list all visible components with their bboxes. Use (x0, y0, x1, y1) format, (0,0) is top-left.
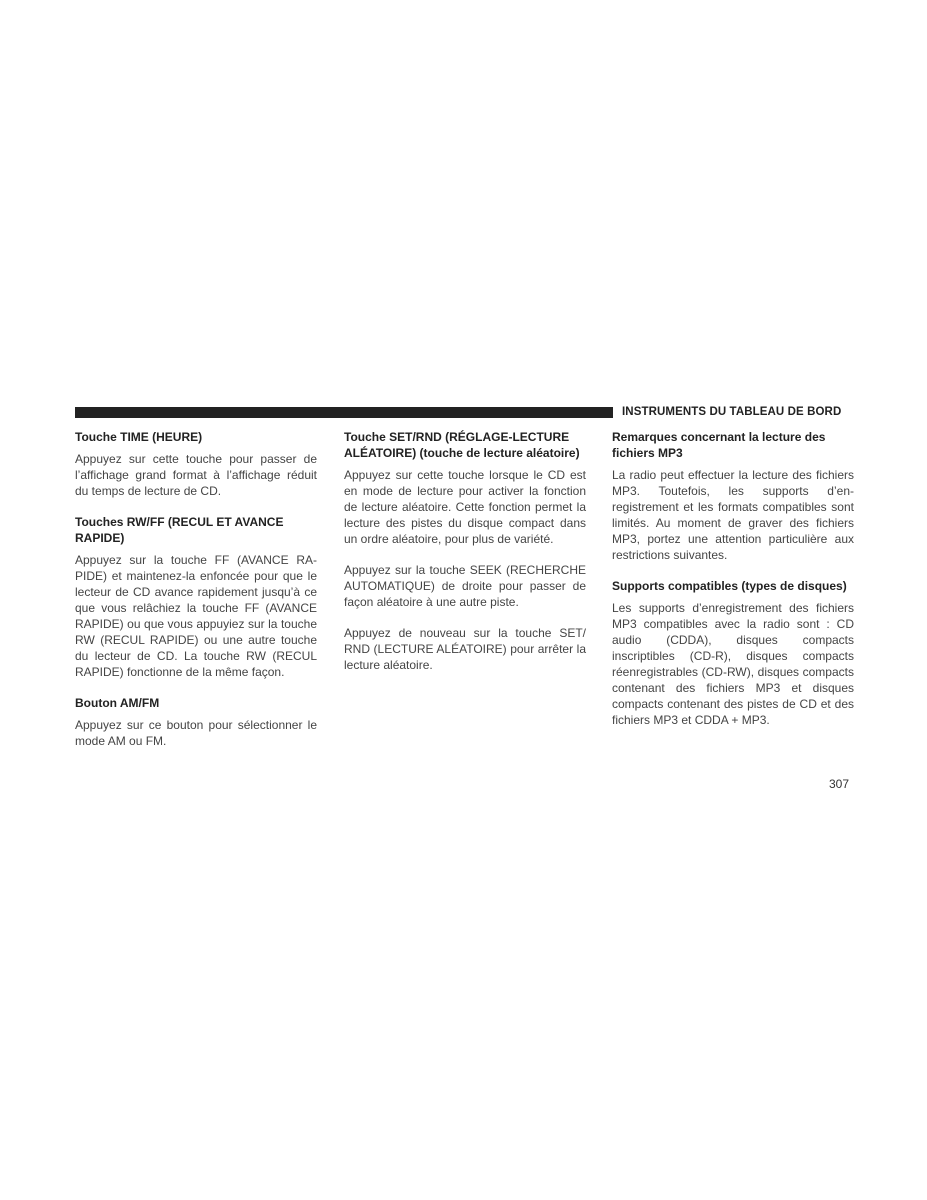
column-1 (75, 429, 317, 749)
heading-supported-media: Supports compatibles (types de disques) (612, 579, 847, 593)
column-3 (612, 429, 854, 728)
paragraph-supported-media: Les supports d’enregistrement des fichiers MP3 compatibles avec la radio sont : CD audio (CDDA), disques compacts inscriptibles (CD-R), disques compacts réenregistrables (CD-RW), disques compacts contenant des fichiers MP3 et disques compacts contenant des pistes de CD et des fichiers MP3 et CDDA + MP3. (612, 601, 854, 727)
page-number: 307 (829, 777, 850, 791)
paragraph-am-fm-button: Appuyez sur ce bouton pour sélectionner le mode AM ou FM. (75, 718, 317, 748)
heading-time-button: Touche TIME (HEURE) (75, 430, 203, 444)
heading-set-rnd-button: Touche SET/RND (RÉGLAGE-LECTURE ALÉATOIRE) (touche de lecture aléatoire) (344, 430, 580, 460)
paragraph-set-rnd-2: Appuyez sur la touche SEEK (RECHERCHE AUTOMATIQUE) de droite pour passer de façon aléatoire à une autre piste. (344, 563, 586, 609)
heading-mp3-notes: Remarques concernant la lecture des fichiers MP3 (612, 430, 826, 460)
column-2 (344, 429, 586, 673)
section-header-title: INSTRUMENTS DU TABLEAU DE BORD (622, 406, 842, 418)
paragraph-mp3-notes: La radio peut effectuer la lecture des fichiers MP3. Toutefois, les supports d’enregistrement et les formats compatibles sont limités. Au moment de graver des fichiers MP3, portez une attention particulière aux restrictions suivantes. (612, 468, 854, 562)
paragraph-rw-ff-buttons: Appuyez sur la touche FF (AVANCE RAPIDE) et maintenez-la enfoncée pour que le lecteur de CD avance rapidement jusqu’à ce que vous relâchiez la touche FF (AVANCE RAPIDE) ou que vous appuyiez sur la touche RW (RECUL RAPIDE) ou une autre touche du lecteur de CD. La touche RW (RECUL RAPIDE) fonctionne de la même façon. (75, 553, 317, 679)
paragraph-time-button: Appuyez sur cette touche pour passer de l’affichage grand format à l’affichage réduit du temps de lecture de CD. (75, 452, 317, 498)
header-rule (75, 407, 613, 418)
paragraph-set-rnd-3: Appuyez de nouveau sur la touche SET/ RND (LECTURE ALÉATOIRE) pour arrêter la lecture aléatoire. (344, 626, 586, 672)
heading-rw-ff-buttons: Touches RW/FF (RECUL ET AVANCE RAPIDE) (75, 515, 284, 545)
heading-am-fm-button: Bouton AM/FM (75, 696, 160, 710)
paragraph-set-rnd-1: Appuyez sur cette touche lorsque le CD est en mode de lecture pour activer la fonction de lecture aléatoire. Cette fonction permet la lecture des pistes du disque compact dans un ordre aléatoire, pour plus de variété. (344, 468, 586, 546)
